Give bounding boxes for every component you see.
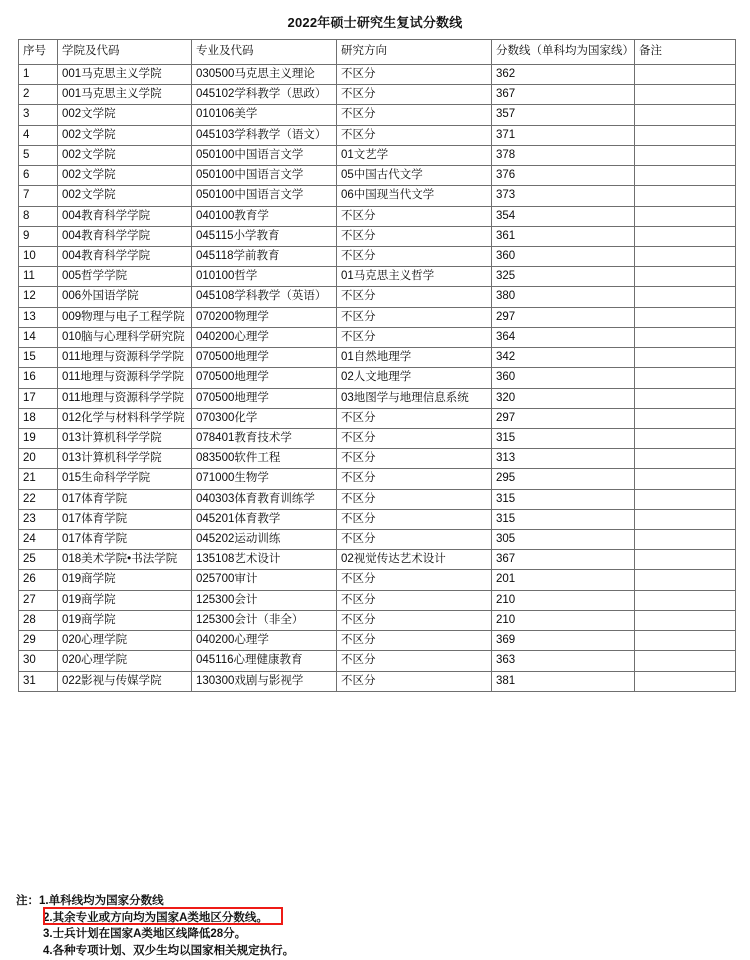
note-text-1: 1.单科线均为国家分数线 — [39, 895, 164, 907]
cell-school: 009物理与电子工程学院 — [58, 307, 192, 327]
table-row — [19, 166, 736, 186]
cell-direction: 不区分 — [337, 530, 492, 550]
column-header-score: 分数线（单科均为国家线） — [492, 40, 635, 65]
cell-score: 362 — [492, 65, 635, 85]
cell-index: 31 — [19, 671, 58, 691]
cell-remark — [635, 65, 736, 85]
notes-block — [16, 893, 576, 959]
table-row — [19, 287, 736, 307]
cell-school: 017体育学院 — [58, 530, 192, 550]
cell-school: 002文学院 — [58, 105, 192, 125]
cell-direction: 不区分 — [337, 65, 492, 85]
cell-index: 22 — [19, 489, 58, 509]
cell-remark — [635, 631, 736, 651]
cell-school: 012化学与材料科学学院 — [58, 408, 192, 428]
cell-remark — [635, 327, 736, 347]
table-row — [19, 610, 736, 630]
cell-index: 4 — [19, 125, 58, 145]
cell-major: 045116心理健康教育 — [192, 651, 337, 671]
cell-index: 19 — [19, 428, 58, 448]
cell-index: 10 — [19, 246, 58, 266]
cell-index: 16 — [19, 368, 58, 388]
cell-index: 27 — [19, 590, 58, 610]
cell-score: 210 — [492, 590, 635, 610]
cell-school: 019商学院 — [58, 570, 192, 590]
table-row — [19, 388, 736, 408]
cell-remark — [635, 469, 736, 489]
cell-remark — [635, 125, 736, 145]
page-title: 2022年硕士研究生复试分数线 — [287, 15, 463, 30]
cell-index: 21 — [19, 469, 58, 489]
table-row — [19, 348, 736, 368]
cell-school: 001马克思主义学院 — [58, 65, 192, 85]
cell-index: 12 — [19, 287, 58, 307]
cell-index: 24 — [19, 530, 58, 550]
cell-index: 28 — [19, 610, 58, 630]
cell-major: 083500软件工程 — [192, 449, 337, 469]
cell-score: 315 — [492, 428, 635, 448]
cell-direction: 不区分 — [337, 307, 492, 327]
table-header — [19, 40, 736, 65]
note-line-3 — [16, 926, 576, 943]
table-row — [19, 145, 736, 165]
cell-school: 002文学院 — [58, 166, 192, 186]
cell-remark — [635, 145, 736, 165]
cell-index: 11 — [19, 267, 58, 287]
cell-index: 3 — [19, 105, 58, 125]
cell-direction: 不区分 — [337, 408, 492, 428]
cell-direction: 不区分 — [337, 469, 492, 489]
cell-direction: 不区分 — [337, 105, 492, 125]
cell-remark — [635, 530, 736, 550]
cell-remark — [635, 267, 736, 287]
cell-score: 297 — [492, 307, 635, 327]
cell-direction: 05中国古代文学 — [337, 166, 492, 186]
cell-score: 315 — [492, 489, 635, 509]
cell-major: 050100中国语言文学 — [192, 166, 337, 186]
cell-score: 367 — [492, 550, 635, 570]
cell-major: 050100中国语言文学 — [192, 145, 337, 165]
cell-score: 357 — [492, 105, 635, 125]
table-row — [19, 85, 736, 105]
table-row — [19, 449, 736, 469]
column-header-direction: 研究方向 — [337, 40, 492, 65]
table-row — [19, 489, 736, 509]
table-row — [19, 408, 736, 428]
cell-score: 210 — [492, 610, 635, 630]
cell-major: 070500地理学 — [192, 348, 337, 368]
cell-direction: 不区分 — [337, 85, 492, 105]
cell-score: 376 — [492, 166, 635, 186]
note-text-3: 3.士兵计划在国家A类地区线降低28分。 — [43, 928, 247, 940]
cell-direction: 不区分 — [337, 449, 492, 469]
cell-index: 7 — [19, 186, 58, 206]
cell-index: 1 — [19, 65, 58, 85]
cell-score: 373 — [492, 186, 635, 206]
cell-major: 070500地理学 — [192, 388, 337, 408]
cell-school: 022影视与传媒学院 — [58, 671, 192, 691]
cell-major: 040200心理学 — [192, 631, 337, 651]
cell-major: 135108艺术设计 — [192, 550, 337, 570]
column-header-major: 专业及代码 — [192, 40, 337, 65]
cell-major: 045115小学教育 — [192, 226, 337, 246]
cell-score: 371 — [492, 125, 635, 145]
cell-remark — [635, 186, 736, 206]
cell-school: 017体育学院 — [58, 509, 192, 529]
table-row — [19, 530, 736, 550]
cell-direction: 不区分 — [337, 287, 492, 307]
cell-index: 6 — [19, 166, 58, 186]
cell-major: 045102学科教学（思政） — [192, 85, 337, 105]
cell-school: 013计算机科学学院 — [58, 449, 192, 469]
cell-score: 342 — [492, 348, 635, 368]
cell-major: 040200心理学 — [192, 327, 337, 347]
score-table-container — [18, 39, 735, 692]
cell-score: 320 — [492, 388, 635, 408]
cell-school: 017体育学院 — [58, 489, 192, 509]
cell-score: 364 — [492, 327, 635, 347]
cell-school: 002文学院 — [58, 145, 192, 165]
cell-direction: 02视觉传达艺术设计 — [337, 550, 492, 570]
cell-index: 23 — [19, 509, 58, 529]
table-row — [19, 590, 736, 610]
table-row — [19, 307, 736, 327]
cell-score: 201 — [492, 570, 635, 590]
cell-index: 15 — [19, 348, 58, 368]
cell-major: 030500马克思主义理论 — [192, 65, 337, 85]
cell-school: 002文学院 — [58, 125, 192, 145]
cell-major: 045118学前教育 — [192, 246, 337, 266]
cell-school: 020心理学院 — [58, 651, 192, 671]
cell-index: 13 — [19, 307, 58, 327]
cell-direction: 01马克思主义哲学 — [337, 267, 492, 287]
cell-major: 070300化学 — [192, 408, 337, 428]
cell-direction: 不区分 — [337, 570, 492, 590]
table-row — [19, 186, 736, 206]
cell-direction: 03地图学与地理信息系统 — [337, 388, 492, 408]
cell-major: 070200物理学 — [192, 307, 337, 327]
cell-school: 020心理学院 — [58, 631, 192, 651]
cell-score: 305 — [492, 530, 635, 550]
cell-school: 018美术学院•书法学院 — [58, 550, 192, 570]
cell-direction: 02人文地理学 — [337, 368, 492, 388]
table-row — [19, 226, 736, 246]
note-line-4 — [16, 943, 576, 960]
cell-remark — [635, 671, 736, 691]
table-header-row — [19, 40, 736, 65]
table-row — [19, 267, 736, 287]
cell-major: 130300戏剧与影视学 — [192, 671, 337, 691]
note-text-4: 4.各种专项计划、双少生均以国家相关规定执行。 — [43, 944, 295, 957]
cell-school: 006外国语学院 — [58, 287, 192, 307]
cell-index: 14 — [19, 327, 58, 347]
cell-score: 361 — [492, 226, 635, 246]
cell-remark — [635, 408, 736, 428]
cell-school: 011地理与资源科学学院 — [58, 388, 192, 408]
cell-school: 001马克思主义学院 — [58, 85, 192, 105]
cell-direction: 不区分 — [337, 590, 492, 610]
cell-school: 011地理与资源科学学院 — [58, 348, 192, 368]
notes-label: 注： — [16, 895, 39, 907]
note-text-2: 2.其余专业或方向均为国家A类地区分数线。 — [43, 911, 268, 924]
column-header-school: 学院及代码 — [58, 40, 192, 65]
cell-remark — [635, 206, 736, 226]
cell-major: 045201体育教学 — [192, 509, 337, 529]
cell-school: 004教育科学学院 — [58, 206, 192, 226]
cell-direction: 01自然地理学 — [337, 348, 492, 368]
cell-remark — [635, 368, 736, 388]
column-header-remark: 备注 — [635, 40, 736, 65]
cell-direction: 不区分 — [337, 610, 492, 630]
cell-direction: 不区分 — [337, 671, 492, 691]
cell-direction: 01文艺学 — [337, 145, 492, 165]
cell-school: 005哲学学院 — [58, 267, 192, 287]
cell-score: 367 — [492, 85, 635, 105]
cell-index: 25 — [19, 550, 58, 570]
cell-remark — [635, 287, 736, 307]
cell-score: 354 — [492, 206, 635, 226]
cell-index: 17 — [19, 388, 58, 408]
cell-score: 315 — [492, 509, 635, 529]
cell-index: 5 — [19, 145, 58, 165]
cell-direction: 不区分 — [337, 651, 492, 671]
cell-school: 011地理与资源科学学院 — [58, 368, 192, 388]
cell-direction: 不区分 — [337, 246, 492, 266]
cell-remark — [635, 105, 736, 125]
note-line-1 — [16, 893, 576, 910]
cell-remark — [635, 509, 736, 529]
table-row — [19, 368, 736, 388]
cell-remark — [635, 307, 736, 327]
cell-score: 297 — [492, 408, 635, 428]
table-row — [19, 570, 736, 590]
table-row — [19, 125, 736, 145]
cell-direction: 不区分 — [337, 428, 492, 448]
table-row — [19, 206, 736, 226]
cell-major: 010100哲学 — [192, 267, 337, 287]
cell-major: 040100教育学 — [192, 206, 337, 226]
cell-school: 019商学院 — [58, 610, 192, 630]
table-row — [19, 651, 736, 671]
cell-remark — [635, 428, 736, 448]
cell-score: 378 — [492, 145, 635, 165]
cell-score: 360 — [492, 368, 635, 388]
cell-remark — [635, 226, 736, 246]
cell-school: 013计算机科学学院 — [58, 428, 192, 448]
table-row — [19, 509, 736, 529]
cell-index: 8 — [19, 206, 58, 226]
cell-school: 010脑与心理科学研究院 — [58, 327, 192, 347]
cell-major: 125300会计 — [192, 590, 337, 610]
cell-school: 019商学院 — [58, 590, 192, 610]
cell-school: 004教育科学学院 — [58, 226, 192, 246]
cell-score: 380 — [492, 287, 635, 307]
cell-remark — [635, 550, 736, 570]
cell-score: 325 — [492, 267, 635, 287]
cell-index: 2 — [19, 85, 58, 105]
cell-major: 071000生物学 — [192, 469, 337, 489]
cell-major: 045202运动训练 — [192, 530, 337, 550]
cell-direction: 不区分 — [337, 509, 492, 529]
cell-major: 045108学科教学（英语） — [192, 287, 337, 307]
cell-school: 015生命科学学院 — [58, 469, 192, 489]
cell-score: 369 — [492, 631, 635, 651]
cell-remark — [635, 85, 736, 105]
cell-major: 050100中国语言文学 — [192, 186, 337, 206]
cell-remark — [635, 590, 736, 610]
cell-score: 295 — [492, 469, 635, 489]
cell-index: 29 — [19, 631, 58, 651]
cell-major: 010106美学 — [192, 105, 337, 125]
table-row — [19, 428, 736, 448]
table-row — [19, 469, 736, 489]
cell-remark — [635, 246, 736, 266]
cell-direction: 不区分 — [337, 125, 492, 145]
cell-score: 360 — [492, 246, 635, 266]
cell-index: 9 — [19, 226, 58, 246]
table-row — [19, 105, 736, 125]
cell-remark — [635, 388, 736, 408]
cell-direction: 不区分 — [337, 206, 492, 226]
table-body — [19, 65, 736, 692]
table-row — [19, 550, 736, 570]
cell-major: 125300会计（非全） — [192, 610, 337, 630]
cell-major: 025700审计 — [192, 570, 337, 590]
cell-direction: 不区分 — [337, 631, 492, 651]
column-header-index: 序号 — [19, 40, 58, 65]
cell-major: 045103学科教学（语文） — [192, 125, 337, 145]
cell-major: 078401教育技术学 — [192, 428, 337, 448]
cell-school: 004教育科学学院 — [58, 246, 192, 266]
table-row — [19, 631, 736, 651]
cell-major: 040303体育教育训练学 — [192, 489, 337, 509]
cell-direction: 06中国现当代文学 — [337, 186, 492, 206]
table-row — [19, 65, 736, 85]
note-line-2 — [16, 910, 576, 927]
cell-remark — [635, 166, 736, 186]
cell-remark — [635, 651, 736, 671]
cell-score: 381 — [492, 671, 635, 691]
cell-remark — [635, 489, 736, 509]
cell-score: 313 — [492, 449, 635, 469]
cell-direction: 不区分 — [337, 327, 492, 347]
cell-remark — [635, 610, 736, 630]
table-row — [19, 671, 736, 691]
cell-direction: 不区分 — [337, 226, 492, 246]
cell-index: 20 — [19, 449, 58, 469]
cell-remark — [635, 570, 736, 590]
table-row — [19, 327, 736, 347]
cell-index: 30 — [19, 651, 58, 671]
cell-remark — [635, 348, 736, 368]
cell-index: 26 — [19, 570, 58, 590]
cell-remark — [635, 449, 736, 469]
table-row — [19, 246, 736, 266]
cell-school: 002文学院 — [58, 186, 192, 206]
score-table — [18, 39, 736, 692]
cell-score: 363 — [492, 651, 635, 671]
cell-major: 070500地理学 — [192, 368, 337, 388]
cell-index: 18 — [19, 408, 58, 428]
cell-direction: 不区分 — [337, 489, 492, 509]
